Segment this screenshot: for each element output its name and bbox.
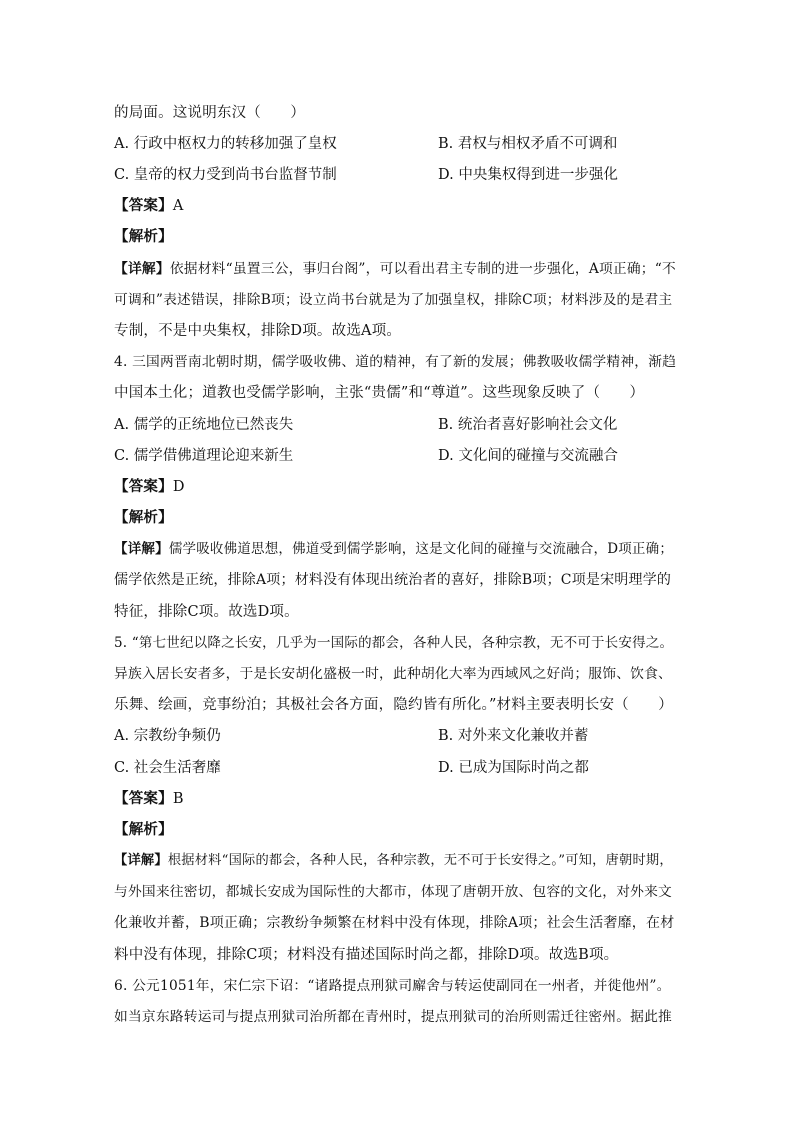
q4-analysis-tag: 【解析】	[114, 510, 173, 526]
q3-option-c: C. 皇帝的权力受到尚书台监督节制	[114, 167, 337, 183]
q4-stem-line-1: 4. 三国两晋南北朝时期，儒学吸收佛、道的精神，有了新的发展；佛教吸收儒学精神，渐趋	[114, 354, 677, 370]
q3-answer-line	[114, 195, 680, 217]
q6-stem-line-2: 如当京东路转运司与提点刑狱司治所都在青州时，提点刑狱司的治所则需迁往密州。据此推	[114, 1009, 673, 1025]
q4-detail-line-2: 儒学依然是正统，排除A项；材料没有体现出统治者的喜好，排除B项；C项是宋明理学的	[114, 572, 672, 588]
q3-detail-line-3: 专制，不是中央集权，排除D项。故选A项。	[114, 323, 402, 339]
q5-answer-tag: 【答案】	[114, 791, 173, 807]
q5-detail-line-2: 与外国来往密切，都城长安成为国际性的大都市，体现了唐朝开放、包容的文化，对外来文	[114, 884, 673, 900]
q3-answer: A	[172, 198, 184, 214]
q4-detail-line-1: 【详解】儒学吸收佛道思想，佛道受到儒学影响，这是文化间的碰撞与交流融合，D项正确；	[114, 541, 674, 557]
q5-option-d: D. 已成为国际时尚之都	[438, 760, 589, 776]
q3-analysis-tag: 【解析】	[114, 229, 173, 245]
q5-option-b: B. 对外来文化兼收并蓄	[438, 728, 589, 744]
q3-option-d: D. 中央集权得到进一步强化	[438, 167, 618, 183]
q3-answer-tag: 【答案】	[114, 198, 173, 214]
q4-option-a: A. 儒学的正统地位已然丧失	[114, 417, 294, 433]
q4-stem-line-2: 中国本土化；道教也受儒学影响，主张“贵儒”和“尊道”。这些现象反映了（ ）	[114, 385, 645, 401]
q5-detail-line-3: 化兼收并蓄，B项正确；宗教纷争频繁在材料中没有体现，排除A项；社会生活奢靡，在材	[114, 915, 675, 931]
q5-option-a: A. 宗教纷争频仍	[114, 728, 221, 744]
q5-detail-tag: 【详解】	[114, 853, 168, 868]
q3-option-a: A. 行政中枢权力的转移加强了皇权	[114, 136, 337, 152]
q5-detail-line-4: 料中没有体现，排除C项；材料没有描述国际时尚之都，排除D项。故选B项。	[114, 947, 619, 963]
q3-detail-line-1: 【详解】依据材料“虽置三公，事归台阁”，可以看出君主专制的进一步强化，A项正确；“不	[114, 261, 676, 277]
q5-stem-line-2: 异族入居长安者多，于是长安胡化盛极一时，此种胡化大率为西域风之好尚；服饰、饮食、	[114, 666, 673, 682]
q4-option-c: C. 儒学借佛道理论迎来新生	[114, 448, 294, 464]
q4-answer: D	[172, 479, 185, 495]
q4-detail-tag: 【详解】	[114, 541, 169, 557]
q5-answer: B	[172, 791, 184, 807]
q4-answer-tag: 【答案】	[114, 479, 173, 495]
q4-option-d: D. 文化间的碰撞与交流融合	[438, 448, 618, 464]
q5-stem-line-3: 乐舞、绘画，竞事纷泊；其极社会各方面，隐约皆有所化。”材料主要表明长安（ ）	[114, 697, 673, 713]
q6-stem-line-1: 6. 公元1051年，宋仁宗下诏：“诸路提点刑狱司廨舍与转运使副同在一州者，并徙他州”。	[114, 978, 671, 994]
q3-detail-line-2: 可调和”表述错误，排除B项；设立尚书台就是为了加强皇权，排除C项；材料涉及的是君主	[114, 292, 673, 308]
q3-detail-tag: 【详解】	[114, 261, 170, 277]
q3-stem-tail: 的局面。这说明东汉（ ）	[114, 105, 306, 121]
q3-option-b: B. 君权与相权矛盾不可调和	[438, 136, 618, 152]
q5-answer-line	[114, 788, 680, 810]
q5-analysis-tag: 【解析】	[114, 822, 173, 838]
q5-option-c: C. 社会生活奢靡	[114, 760, 221, 776]
q4-option-b: B. 统治者喜好影响社会文化	[438, 417, 618, 433]
q4-detail-line-3: 特征，排除C项。故选D项。	[114, 604, 299, 620]
q5-stem-line-1: 5. “第七世纪以降之长安，几乎为一国际的都会，各种人民，各种宗教，无不可于长安得之。	[114, 635, 674, 651]
q5-detail-line-1: 【详解】根据材料“国际的都会，各种人民，各种宗教，无不可于长安得之。”可知，唐朝时期，	[114, 853, 673, 868]
q4-answer-line	[114, 476, 680, 498]
